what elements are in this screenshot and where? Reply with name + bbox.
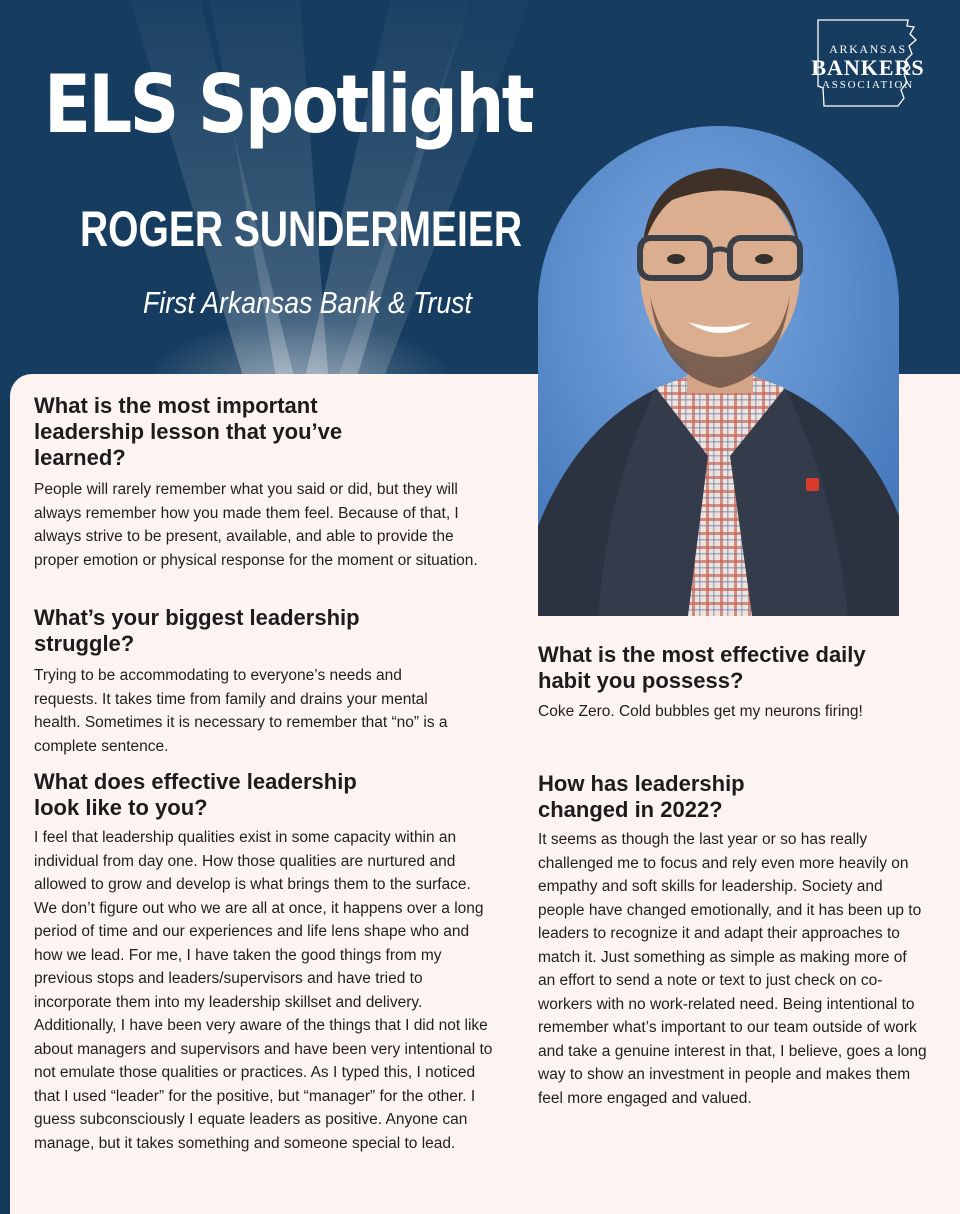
question-daily-habit: What is the most effective daily habit you possess? bbox=[538, 642, 866, 693]
logo-line-bankers: BANKERS bbox=[811, 55, 925, 80]
person-name: ROGER SUNDERMEIER bbox=[80, 201, 523, 257]
answer-effective-leadership: I feel that leadership qualities exist in some capacity within an individual from day one. How those qualities are nurtured and allowed to grow and develop is what brings them to the surface. We don’t figure out who we are all at once, it happens over a long period of time and our experiences and life lens shape who and how we lead. For me, I have taken the good things from my previous stops and leaders/supervisors and have tried to incorporate them into my leadership skillset and delivery. Additionally, I have been very aware of the things that I did not like about managers and supervisors and have been very intentional to not emulate those qualities or practices. As I typed this, I noticed that I used “leader” for the positive, but “manager” for the other. I guess subconsciously I equate leaders as positive. Anyone can manage, but it takes something and someone special to lead. bbox=[34, 829, 493, 1152]
answer-leadership-struggle: Trying to be accommodating to everyone’s needs and requests. It takes time from family and drains your mental health. Sometimes it is necessary to remember that “no” is a complete sentence. bbox=[34, 667, 448, 755]
answer-daily-habit: Coke Zero. Cold bubbles get my neurons firing! bbox=[538, 703, 863, 720]
question-leadership-changed: How has leadership changed in 2022? bbox=[538, 771, 745, 822]
answer-leadership-changed: It seems as though the last year or so has really challenged me to focus and rely even more heavily on empathy and soft skills for leadership. Society and people have changed emotionally, and it has been up to leaders to recognize it and adapt their approaches to match it. Just something as simple as making more of an effort to send a note or text to just check on co-workers with no work-related need. Being intentional to remember what’s important to our team outside of work and take a genuine interest in that, I believe, goes a long way to show an investment in people and makes them feel more engaged and valued. bbox=[538, 831, 927, 1107]
page-title: ELS Spotlight bbox=[44, 58, 533, 151]
question-leadership-lesson: What is the most important leadership lesson that you’ve learned? bbox=[34, 393, 343, 470]
question-leadership-struggle: What’s your biggest leadership struggle? bbox=[34, 605, 360, 656]
answer-leadership-lesson: People will rarely remember what you said or did, but they will always remember how you made them feel. Because of that, I always strive to be present, available, and able to provide the proper emotion or physical response for the moment or situation. bbox=[34, 481, 478, 569]
logo-line-association: ASSOCIATION bbox=[822, 79, 914, 91]
portrait-illustration bbox=[538, 126, 899, 616]
portrait-photo bbox=[538, 126, 899, 616]
logo-line-arkansas: ARKANSAS bbox=[829, 42, 907, 56]
question-effective-leadership: What does effective leadership look like to you? bbox=[34, 769, 357, 820]
bank-name: First Arkansas Bank & Trust bbox=[143, 285, 472, 320]
association-logo bbox=[806, 16, 930, 110]
